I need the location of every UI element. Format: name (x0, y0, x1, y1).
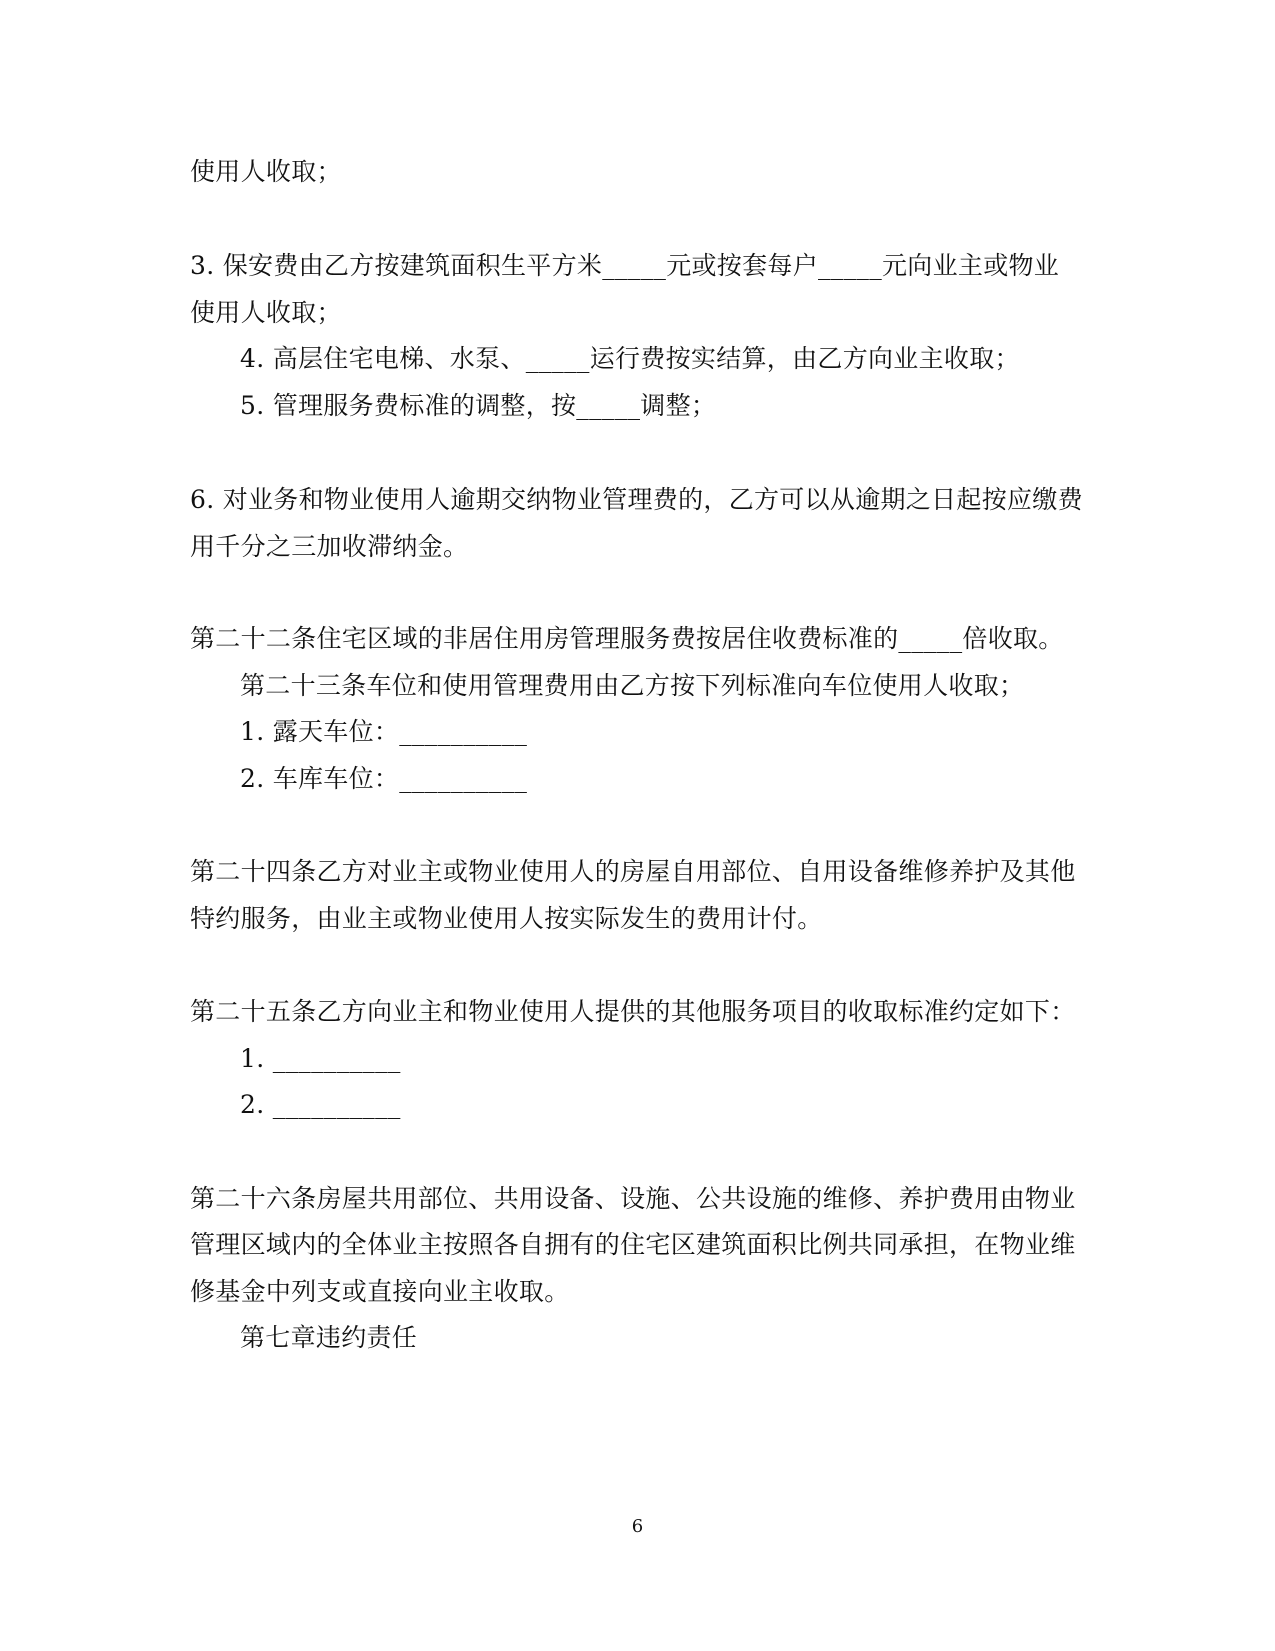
page-number: 6 (631, 1516, 644, 1537)
text-line: 第二十三条车位和使用管理费用由乙方按下列标准向车位使用人收取； (240, 671, 1025, 700)
text-line: 1. __________ (240, 1044, 401, 1073)
text-line: 第二十四条乙方对业主或物业使用人的房屋自用部位、自用设备维修养护及其他 (190, 857, 1076, 886)
text-line: 第二十二条住宅区域的非居住用房管理服务费按居住收费标准的_____倍收取。 (190, 624, 1064, 653)
text-line: 3. 保安费由乙方按建筑面积生平方米_____元或按套每户_____元向业主或物业 (190, 251, 1060, 280)
text-line: 修基金中列支或直接向业主收取。 (190, 1277, 570, 1306)
text-line: 第二十六条房屋共用部位、共用设备、设施、公共设施的维修、养护费用由物业 (190, 1184, 1076, 1213)
text-line: 1. 露天车位：__________ (240, 717, 528, 746)
text-line: 第二十五条乙方向业主和物业使用人提供的其他服务项目的收取标准约定如下： (190, 997, 1076, 1026)
text-line: 4. 高层住宅电梯、水泵、_____运行费按实结算，由乙方向业主收取； (240, 344, 1020, 373)
text-line: 使用人收取； (190, 157, 342, 186)
chapter-heading: 第七章违约责任 (240, 1323, 418, 1352)
text-line: 5. 管理服务费标准的调整，按_____调整； (240, 391, 717, 420)
text-line: 管理区域内的全体业主按照各自拥有的住宅区建筑面积比例共同承担，在物业维 (190, 1230, 1076, 1259)
text-line: 特约服务，由业主或物业使用人按实际发生的费用计付。 (190, 904, 823, 933)
text-line: 6. 对业务和物业使用人逾期交纳物业管理费的，乙方可以从逾期之日起按应缴费 (190, 485, 1083, 514)
text-line: 2. 车库车位：__________ (240, 764, 528, 793)
text-line: 2. __________ (240, 1090, 401, 1119)
text-line: 用千分之三加收滞纳金。 (190, 532, 469, 561)
text-line: 使用人收取； (190, 298, 342, 327)
